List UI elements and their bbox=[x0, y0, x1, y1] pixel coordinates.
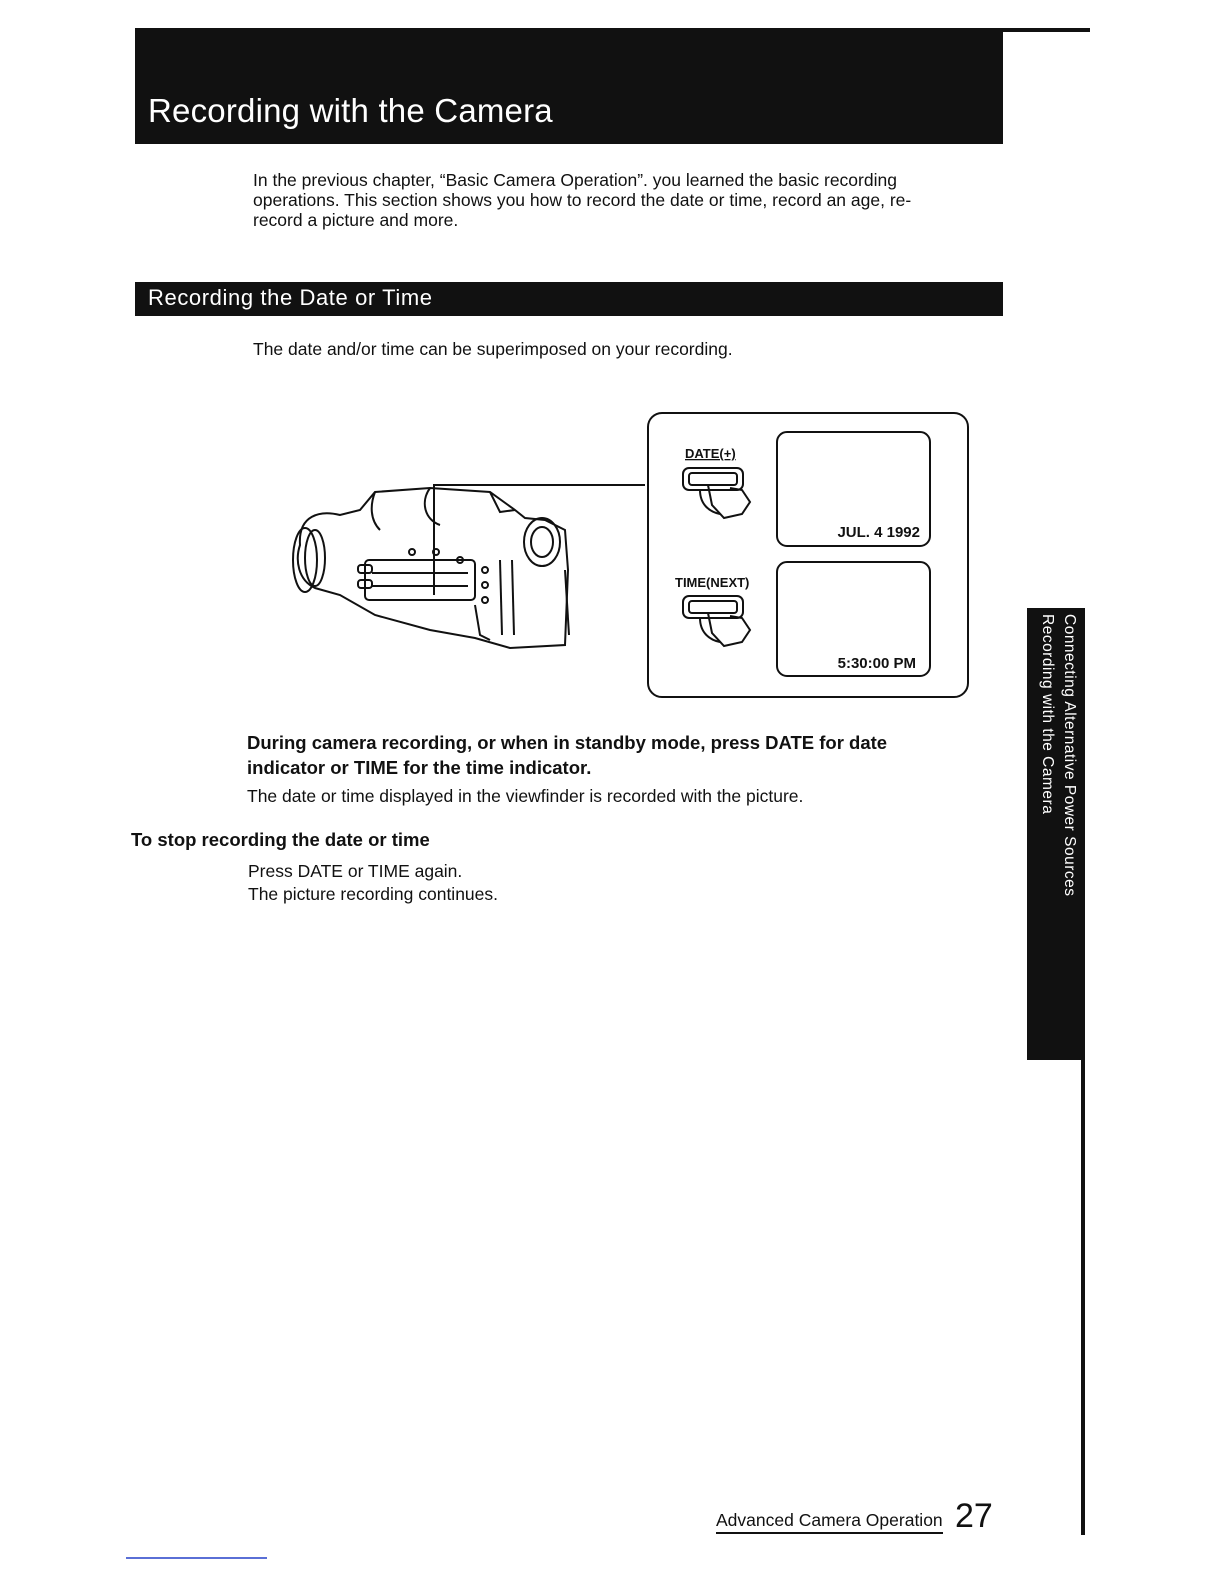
right-rule bbox=[1081, 1060, 1085, 1535]
stop-body bbox=[248, 860, 498, 906]
page-number: 27 bbox=[955, 1497, 993, 1535]
date-display: JUL. 4 1992 bbox=[837, 524, 920, 541]
instruction-step: During camera recording, or when in standby mode, press DATE for date indicator or TIME for the time indicator. bbox=[247, 732, 888, 778]
section-lead: The date and/or time can be superimposed on your recording. bbox=[253, 339, 733, 359]
instruction-note: The date or time displayed in the viewfinder is recorded with the picture. bbox=[247, 786, 804, 806]
camera-illustration bbox=[280, 410, 980, 705]
stop-heading: To stop recording the date or time bbox=[131, 829, 430, 850]
side-tab-line-2: Recording with the Camera bbox=[1039, 614, 1056, 815]
time-button-label: TIME(NEXT) bbox=[675, 575, 750, 590]
stop-line-2: The picture recording continues. bbox=[248, 884, 498, 904]
side-tab-labels bbox=[1032, 614, 1080, 1054]
date-button-label: DATE(+) bbox=[685, 446, 736, 461]
intro-paragraph: In the previous chapter, “Basic Camera Operation”. you learned the basic recording operations. This section shows you how to record the date or time, record an age, re-record a picture and more. bbox=[253, 170, 912, 230]
side-tab-line-1: Connecting Alternative Power Sources bbox=[1061, 614, 1078, 897]
bottom-divider bbox=[126, 1557, 267, 1559]
section-title: Recording the Date or Time bbox=[148, 285, 433, 310]
page-title: Recording with the Camera bbox=[148, 92, 553, 129]
stop-line-1: Press DATE or TIME again. bbox=[248, 861, 463, 881]
footer-section-label: Advanced Camera Operation bbox=[716, 1510, 943, 1534]
time-display: 5:30:00 PM bbox=[837, 655, 916, 672]
